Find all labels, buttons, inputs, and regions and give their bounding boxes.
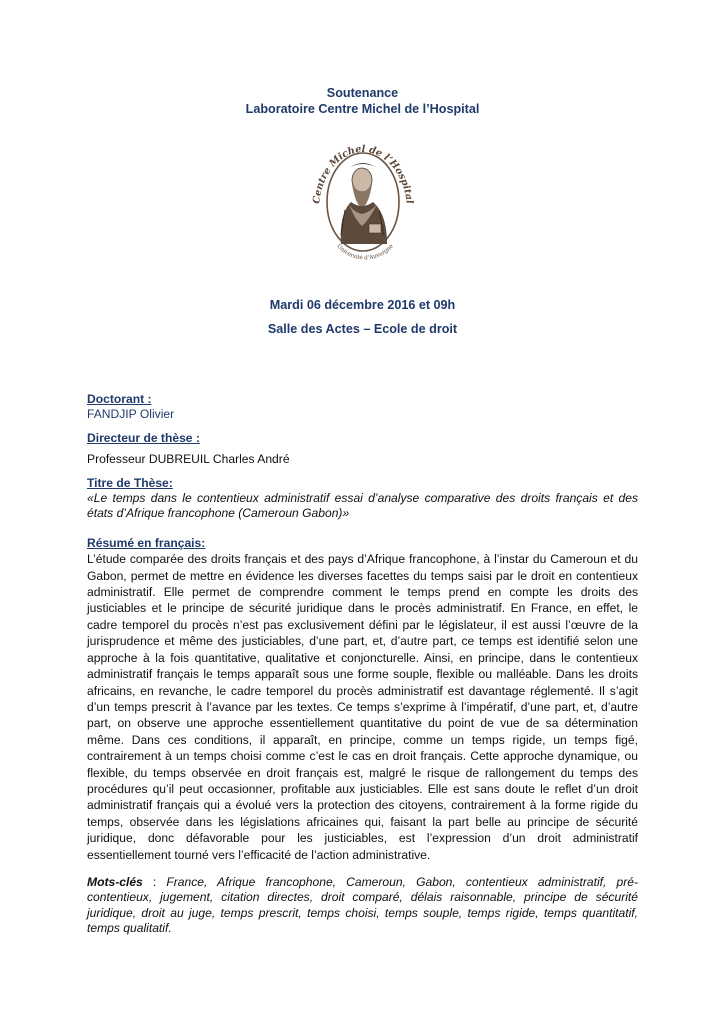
titre-section (87, 476, 638, 522)
directeur-label: Directeur de thèse : (87, 430, 200, 445)
header-laboratory: Laboratoire Centre Michel de l’Hospital (245, 101, 480, 116)
portrait-icon (341, 163, 387, 244)
keywords-label: Mots-clés (87, 874, 143, 889)
header-title: Soutenance (326, 86, 399, 100)
laboratory-logo (311, 140, 415, 268)
logo-arc-text: Centre Michel de l’Hospital (311, 143, 415, 205)
logo-bottom-text: Université d’Auvergne (335, 243, 395, 262)
event-room: Salle des Actes – Ecole de droit (267, 322, 458, 336)
doctorant-name: FANDJIP Olivier (87, 407, 175, 422)
keywords-list: France, Afrique francophone, Cameroun, Gabon, contentieux administratif, pré-contentieux, jugement, citation directes, droit comparé, délais raisonnable, principe de sécurité juridique, droit au juge, temps prescrit, temps choisi, temps souple, temps rigide, temps quantitatif, temps qualitatif. (87, 874, 638, 936)
resume-text: L’étude comparée des droits français et des pays d’Afrique francophone, à l’instar du Cameroun et du Gabon, permet de mettre en évidence les diverses facettes du temps saisi par le droit en contentieux administratif. Elle permet de comprendre comment le temps prend en compte les droits des justiciables et le principe de sécurité juridique dans le procès administratif. En France, en effet, le cadre temporel du procès n’est pas exclusivement défini par le législateur, il est aussi l’œuvre de la jurisprudence et même des justiciables, d’une part, et, d’autre part, ce temps est identifié selon une approche à la fois quantitative, qualitative et conjoncturelle. Ainsi, en principe, dans le contentieux administratif français le temps apparaît sous une forme souple, flexible ou malléable. Dans les droits africains, en revanche, le cadre temporel du procès administratif est davantage réglementé. Il s’agit d’un temps prescrit à l’avance par les textes. Ce temps s’exprime à l’impératif, d’une part, et, d’autre part, on observe une approche essentiellement quantitative du point de vue de sa détermination même. Dans ces conditions, il apparaît, en principe, comme un temps rigide, un temps figé, contrairement à un temps choisi comme c’est le cas en droit français. Cette approche dynamique, ou flexible, du temps observée en droit français est, malgré le risque de rallongement du temps des procédures qu’il peut occasionner, profitable aux justiciables. Elle est sans doute le reflet d’un droit administratif français qui a évolué vers la protection des citoyens, contrairement à la forme rigide du temps, observée dans les législations africaines qui, faisant la part belle au principe de sécurité juridique, donc défavorable pour les justiciables, est l’expression d’un droit administratif essentiellement tourné vers l’efficacité de l’action administrative. (87, 552, 638, 862)
document-header (0, 86, 725, 117)
directeur-section (87, 431, 638, 468)
doctorant-section (87, 392, 638, 423)
event-date: Mardi 06 décembre 2016 et 09h (269, 298, 456, 312)
doctorant-label: Doctorant : (87, 392, 152, 406)
keywords-section (87, 875, 638, 937)
directeur-name: Professeur DUBREUIL Charles André (87, 452, 290, 467)
keywords-separator: : (142, 874, 167, 889)
titre-label: Titre de Thèse: (87, 475, 173, 490)
document-body (87, 392, 638, 937)
resume-label: Résumé en français: (87, 535, 206, 550)
titre-value: «Le temps dans le contentieux administratif essai d’analyse comparative des droits français et des états d’Afrique francophone (Cameroun Gabon)» (87, 491, 638, 521)
resume-section (87, 536, 638, 863)
